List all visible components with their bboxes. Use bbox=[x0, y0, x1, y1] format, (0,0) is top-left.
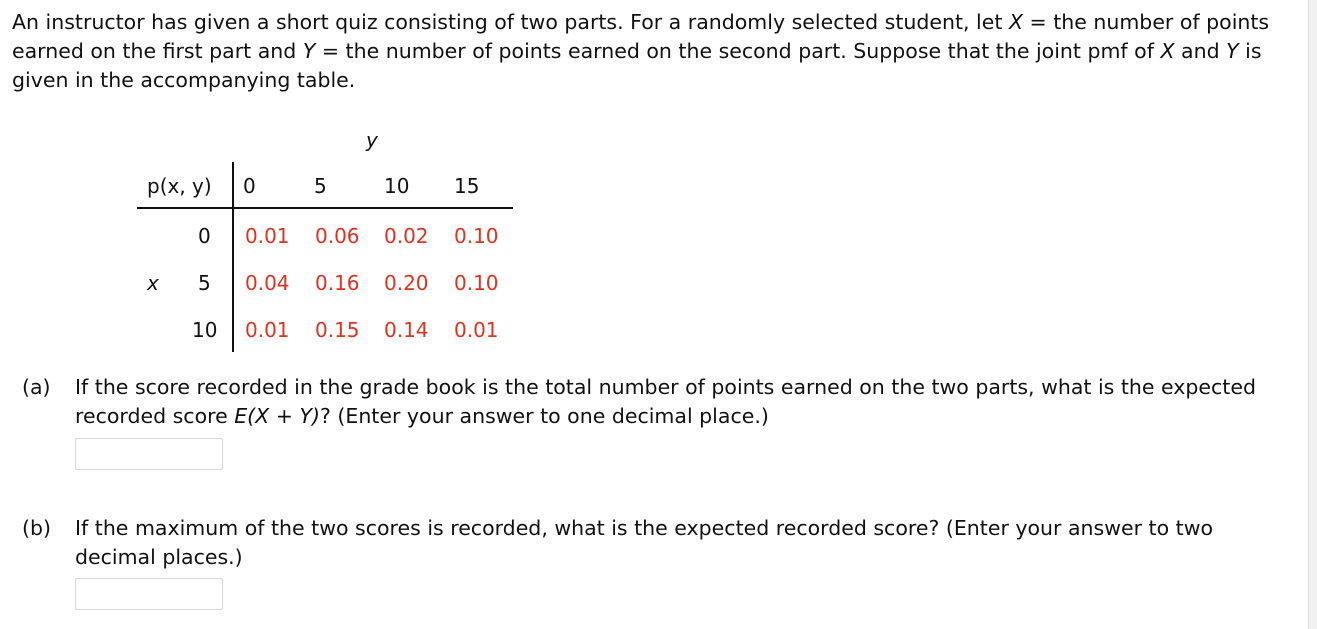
pmf-cell: 0.10 bbox=[454, 271, 499, 295]
intro-text: An instructor has given a short quiz consisting of two parts. For a randomly selected student, let bbox=[12, 10, 1009, 34]
pmf-cell: 0.04 bbox=[245, 271, 290, 295]
question-text-part: If the score recorded in the grade book is the total number of points earned on the two parts, what is the expected recorded score bbox=[75, 375, 1256, 428]
row-header: 10 bbox=[192, 318, 218, 342]
var-y: Y bbox=[302, 39, 316, 63]
intro-text: = the number of points earned on the second part. Suppose that the joint pmf of bbox=[315, 39, 1161, 63]
col-header: 15 bbox=[454, 174, 480, 198]
question-text-part: ? (Enter your answer to one decimal place.) bbox=[319, 404, 769, 428]
pmf-cell: 0.06 bbox=[315, 224, 360, 248]
var-y: Y bbox=[1226, 39, 1239, 63]
scrollbar-track[interactable] bbox=[1308, 0, 1317, 629]
question-text bbox=[75, 373, 1295, 431]
answer-input-b[interactable] bbox=[75, 578, 223, 610]
pmf-cell: 0.20 bbox=[384, 271, 429, 295]
math-expression: E(X + Y) bbox=[234, 404, 320, 428]
intro-text: = the number of points earned on the first part and bbox=[12, 10, 1270, 63]
pmf-cell: 0.02 bbox=[384, 224, 429, 248]
problem-statement bbox=[12, 8, 1307, 95]
pmf-cell: 0.14 bbox=[384, 318, 429, 342]
pmf-cell: 0.01 bbox=[454, 318, 499, 342]
table-header-divider bbox=[137, 207, 513, 209]
col-header: 10 bbox=[384, 174, 410, 198]
var-x: X bbox=[1160, 39, 1175, 63]
pmf-cell: 0.16 bbox=[315, 271, 360, 295]
intro-text: and bbox=[1174, 39, 1227, 63]
row-header: 0 bbox=[198, 224, 211, 248]
question-label: (a) bbox=[22, 375, 51, 399]
x-axis-label: x bbox=[147, 271, 159, 295]
table-row-divider bbox=[232, 162, 234, 352]
answer-input-a[interactable] bbox=[75, 438, 223, 470]
y-axis-label: y bbox=[366, 128, 378, 152]
question-text-part: If the maximum of the two scores is recorded, what is the expected recorded score? (Enter your answer to two decimal places.) bbox=[75, 516, 1214, 569]
pmf-cell: 0.01 bbox=[245, 224, 290, 248]
col-header: 5 bbox=[314, 174, 327, 198]
pmf-cell: 0.10 bbox=[454, 224, 499, 248]
pmf-cell: 0.01 bbox=[245, 318, 290, 342]
pmf-cell: 0.15 bbox=[315, 318, 360, 342]
col-header: 0 bbox=[243, 174, 256, 198]
var-x: X bbox=[1008, 10, 1023, 34]
question-text bbox=[75, 514, 1295, 572]
corner-label: p(x, y) bbox=[147, 174, 212, 198]
intro-text: is given in the accompanying table. bbox=[12, 39, 1262, 92]
row-header: 5 bbox=[198, 271, 211, 295]
question-label: (b) bbox=[22, 516, 52, 540]
